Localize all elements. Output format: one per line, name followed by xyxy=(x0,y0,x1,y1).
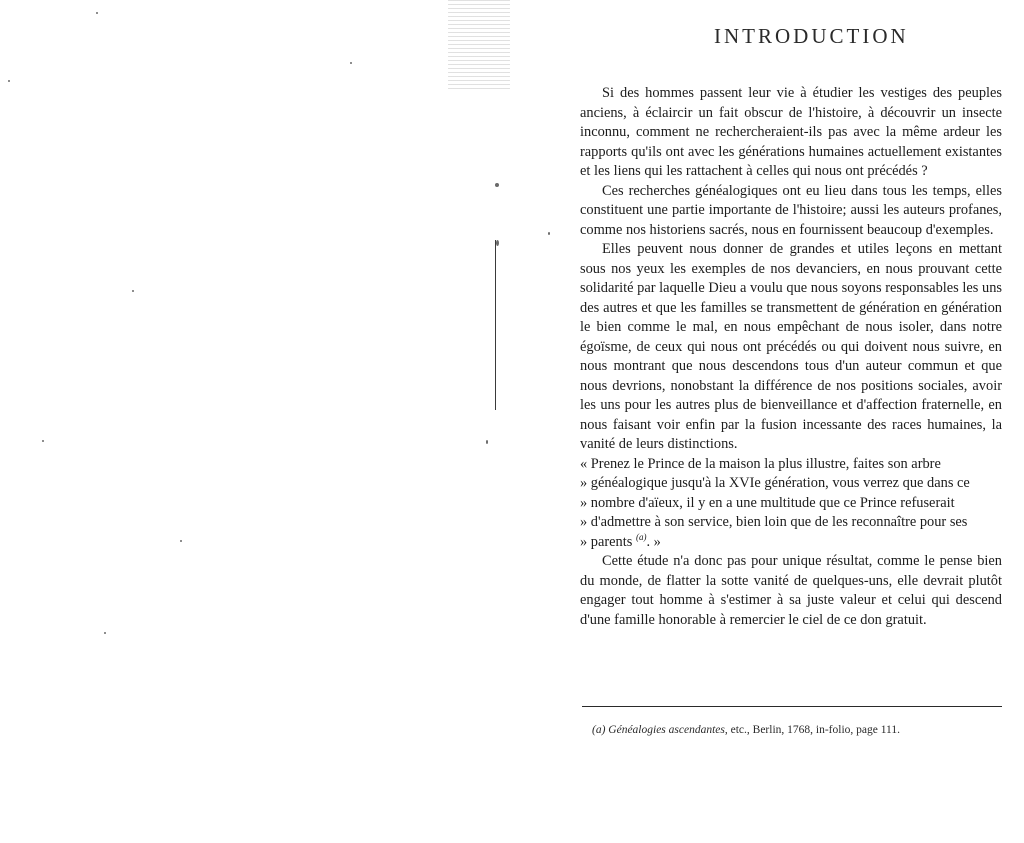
paragraph: Si des hommes passent leur vie à étudier les vestiges des peuples anciens, à éclaircir un fait obscur de l'histoire, à découvrir un insecte inconnu, comment ne rechercheraient-ils pas avec la même ardeur les rapports qu'ils ont avec les générations humaines actuellement existantes et les liens qui les rattachent à celles qui nous ont précédés ? xyxy=(580,85,1002,179)
footnote-title: Généalogies ascendantes xyxy=(608,724,725,736)
speck xyxy=(495,183,499,187)
quote-text: » parents xyxy=(580,533,633,550)
speck xyxy=(42,440,44,442)
speck xyxy=(350,62,352,64)
quote-line: » généalogique jusqu'à la XVIe génération, vous verrez que dans ce xyxy=(580,475,970,491)
quote-line: « Prenez le Prince de la maison la plus illustre, faites son arbre xyxy=(580,455,941,472)
gutter-line xyxy=(495,240,496,410)
closing-paragraph: Cette étude n'a donc pas pour unique résultat, comme le pense bien du monde, de flatter la sotte vanité de quelques-uns, elle devrait plutôt engager tout homme à s'estimer à sa juste valeur et celui qui descend d'une famille honorable à remercier le ciel de ce don gratuit. xyxy=(580,553,1002,628)
footnote-mark: (a) xyxy=(592,724,606,736)
speck xyxy=(96,12,98,14)
paragraph: Ces recherches généalogiques ont eu lieu dans tous les temps, elles constituent une partie importante de l'histoire; aussi les auteurs profanes, comme nos historiens sacrés, nous en fournissent beaucoup d'exemples. xyxy=(580,182,1002,238)
quote-block xyxy=(580,455,1002,553)
footnote-rule xyxy=(582,706,1002,707)
quote-line: » d'admettre à son service, bien loin que de les reconnaître pour ses xyxy=(580,514,968,530)
quote-line: » nombre d'aïeux, il y en a une multitude que ce Prince refuserait xyxy=(580,494,955,511)
paragraph: Elles peuvent nous donner de grandes et utiles leçons en mettant sous nos yeux les exemples de nos devanciers, en nous prouvant cette solidarité par laquelle Dieu a voulu que nous soyons responsables les uns des autres et que les familles se transmettent de génération en génération le bien comme le mal, en nous empêchant de nous isoler, dans notre égoïsme, de ceux qui nous ont précédés ou qui doivent nous suivre, en nous montrant que nous descendons tous d'un auteur commun et que nous devrions, nonobstant la différence de nos positions sociales, avoir les uns pour les autres plus de bienveillance et d'affection fraternelle, en nous faisant voir enfin par la fusion incessante des races humaines, la vanité de leurs distinctions. xyxy=(580,241,1002,452)
speck xyxy=(486,440,488,444)
page-title: INTRODUCTION xyxy=(714,24,909,48)
body-text xyxy=(580,84,1002,630)
quote-line-last xyxy=(580,533,1002,553)
footnote xyxy=(592,724,900,736)
speck xyxy=(496,240,499,246)
quote-end: . » xyxy=(646,533,661,550)
show-through-bleed xyxy=(448,0,510,92)
speck xyxy=(104,632,106,634)
speck xyxy=(180,540,182,542)
speck xyxy=(132,290,134,292)
footnote-rest: , etc., Berlin, 1768, in-folio, page 111. xyxy=(724,724,900,736)
speck xyxy=(8,80,10,82)
footnote-reference: (a) xyxy=(635,531,647,542)
